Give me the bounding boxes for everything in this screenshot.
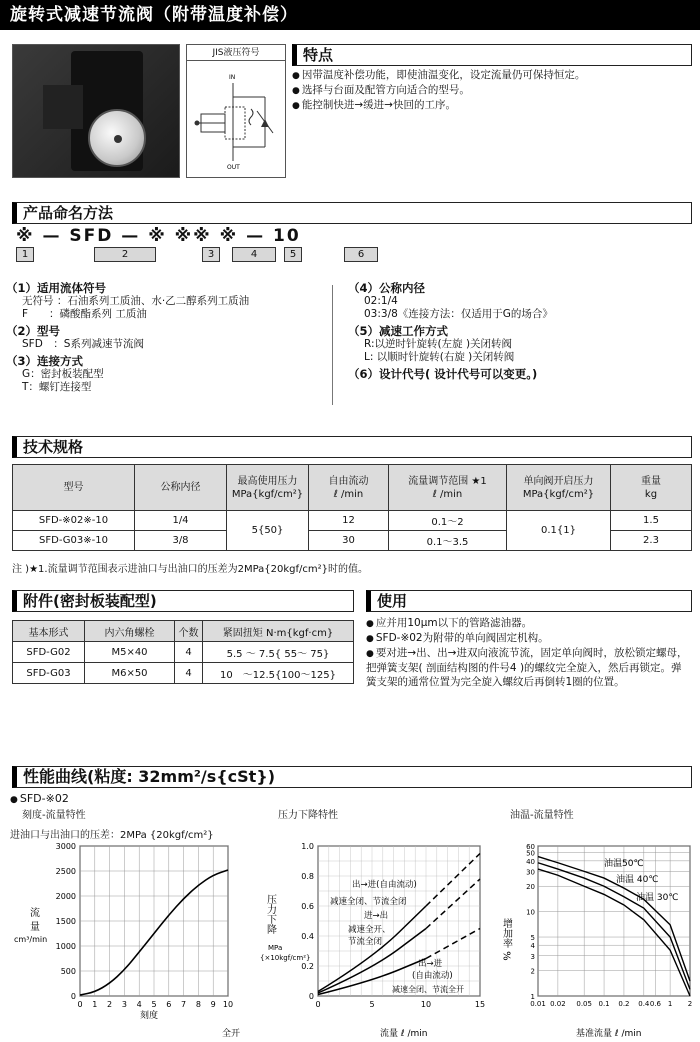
series-line [538, 869, 690, 996]
annotation: 节流全闭 [348, 937, 383, 947]
tick-label: 0.4 [301, 932, 314, 941]
series-line-extension [426, 929, 480, 959]
naming-line: L: 以顺时针旋转(右旋 )关闭转阀 [364, 351, 515, 363]
table-row: SFD-G02 M5×40 4 5.5 ～ 7.5{ 55～ 75} [13, 642, 354, 663]
code-box-5: 5 [284, 247, 302, 262]
series-label: 油温50℃ [604, 859, 644, 869]
usage-heading: 使用 [366, 590, 692, 612]
tick-label: 9 [210, 1000, 216, 1009]
naming-item-heading: （4）公称内径 [348, 281, 426, 295]
tick-label: 2 [687, 1000, 693, 1008]
cell-bore: 3/8 [135, 531, 227, 551]
series-label: 油温 40℃ [616, 875, 659, 885]
tick-label: 10 [420, 1000, 432, 1009]
port-in-label: IN [229, 74, 236, 81]
usage-list [366, 616, 692, 689]
model-code: ※ — SFD — ※ ※※ ※ — 10 [16, 226, 301, 246]
chart2-xlabel: 流量 ℓ /min [380, 1029, 428, 1039]
series-line-extension [426, 854, 480, 907]
tick-label: 30 [526, 868, 535, 877]
specs-note: 注 )★1.流量调节范围表示进油口与出油口的压差为2MPa{20kgf/cm²}时的值。 [12, 564, 369, 575]
tick-label: 3 [530, 952, 535, 961]
tick-label: 0.1 [598, 1000, 610, 1008]
chart1-xend: 全开 [222, 1029, 241, 1039]
naming-line: 无符号 ：石油系列工质油、水·乙二醇系列工质油 [22, 295, 250, 307]
chart2-ylabel: 压力下降 [264, 894, 276, 934]
tick-label: 3000 [55, 842, 76, 851]
cell-weight: 1.5 [611, 511, 692, 531]
chart3-title: 油温-流量特性 [510, 810, 574, 821]
tick-label: 60 [526, 843, 535, 851]
code-box-2: 2 [94, 247, 156, 262]
feature-item: ● 因带温度补偿功能，即使油温变化，设定流量仍可保持恒定。 [292, 69, 586, 81]
chart2-yunit: MPa [268, 944, 283, 952]
tick-label: 5 [530, 934, 535, 943]
tick-label: 0.2 [618, 1000, 630, 1008]
annotation: 出→进(自由流动) [352, 880, 417, 890]
col-crack: 单向阀开启压力 MPa{kgf/cm²} [507, 465, 611, 511]
cell-range: 0.1～2 [389, 511, 507, 531]
curves-heading: 性能曲线(粘度: 32mm²/s{cSt}) [12, 766, 692, 788]
hydraulic-symbol-icon [187, 61, 287, 179]
series-line [538, 863, 690, 990]
tick-label: 1000 [55, 942, 76, 951]
code-box-3: 3 [202, 247, 220, 262]
tick-label: 1 [92, 1000, 98, 1009]
accessory-heading: 附件(密封板装配型) [12, 590, 354, 612]
naming-left [6, 282, 326, 394]
code-box-1: 1 [16, 247, 34, 262]
port-out-label: OUT [227, 164, 240, 171]
col-weight: 重量 kg [611, 465, 692, 511]
annotation: 减速全闭、节流全开 [392, 985, 464, 994]
tick-label: 0.8 [301, 872, 314, 881]
specs-table [12, 464, 692, 551]
chart3-xlabel: 基准流量 ℓ /min [576, 1029, 642, 1039]
tick-label: 40 [526, 857, 535, 866]
tick-label: 2 [107, 1000, 113, 1009]
chart1-ylabel-3: cm³/min [14, 935, 48, 944]
col-flow: 自由流动 ℓ /min [309, 465, 389, 511]
naming-item-heading: （1）适用流体符号 [6, 281, 107, 295]
tick-label: 20 [526, 883, 535, 892]
col-bore: 公称内径 [135, 465, 227, 511]
col-qty: 个数 [175, 621, 203, 642]
naming-line: 02:1/4 [364, 295, 398, 307]
chart1-title: 刻度-流量特性 [22, 810, 86, 821]
tick-label: 0 [70, 992, 76, 1001]
tick-label: 7 [181, 1000, 187, 1009]
cell-model: SFD-G03※-10 [13, 531, 135, 551]
tick-label: 3 [121, 1000, 127, 1009]
col-range: 流量调节范围 ★1 ℓ /min [389, 465, 507, 511]
naming-line: T：螺钉连接型 [22, 381, 92, 393]
annotation: 减速全开、 [348, 925, 391, 935]
col-torque: 紧固扭矩 N·m{kgf·cm} [203, 621, 354, 642]
tick-label: 8 [195, 1000, 201, 1009]
tick-label: 0 [315, 1000, 321, 1009]
tick-label: 4 [530, 942, 535, 951]
tick-label: 10 [222, 1000, 234, 1009]
cell-bore: 1/4 [135, 511, 227, 531]
cell-model: SFD-※02※-10 [13, 511, 135, 531]
tick-label: 50 [526, 849, 535, 858]
series-label: 油温 30℃ [636, 893, 679, 903]
tick-label: 0.2 [301, 962, 314, 971]
table-row: SFD-G03 M6×50 4 10 ～12.5{100～125} [13, 663, 354, 684]
tick-label: 1.0 [301, 842, 314, 851]
naming-item-heading: （2）型号 [6, 324, 61, 338]
jis-label: JIS液压符号 [187, 45, 285, 61]
usage-item: ● 要对进→出、出→进双向液流节流，固定单向阀时，放松锁定螺母，把弹簧支架( 剖面结构图的件号4 )的螺纹完全旋入，然后再锁定。弹簧支架的通常位置为完全旋入螺纹后再倒转1圈的位置。 [366, 647, 688, 688]
tick-label: 5 [369, 1000, 375, 1009]
cell-flow: 30 [309, 531, 389, 551]
naming-line: F ：磷酸酯系列 工质油 [22, 308, 147, 320]
chart1-ylabel-2: 量 [30, 922, 40, 933]
cell-range: 0.1～3.5 [389, 531, 507, 551]
naming-heading: 产品命名方法 [12, 202, 692, 224]
naming-line: SFD ：S系列减速节流阀 [22, 338, 144, 350]
series-line [538, 857, 690, 982]
feature-item: ● 选择与台面及配管方向适合的型号。 [292, 84, 470, 96]
naming-divider [332, 285, 333, 405]
cell-weight: 2.3 [611, 531, 692, 551]
naming-line: G：密封板装配型 [22, 368, 104, 380]
chart2-title: 压力下降特性 [278, 810, 338, 821]
chart1-xlabel: 刻度 [140, 1011, 159, 1021]
feature-item: ● 能控制快进→缓进→快回的工序。 [292, 99, 456, 111]
naming-line: 03:3/8《连接方法：仅适用于G的场合》 [364, 308, 553, 320]
tick-label: 2500 [55, 867, 76, 876]
tick-label: 1 [667, 1000, 673, 1008]
tick-label: 0.02 [550, 1000, 566, 1008]
curves-model: ● SFD-※02 [10, 792, 69, 805]
tick-label: 0.01 [530, 1000, 546, 1008]
chart3-ylabel: 增加率 % [500, 918, 512, 961]
naming-line: R:以逆时针旋转(左旋 )关闭转阀 [364, 338, 513, 350]
tick-label: 0.05 [576, 1000, 592, 1008]
naming-item-heading: （6）设计代号( 设计代号可以变更。) [348, 367, 538, 381]
annotation: 出→进 [418, 959, 443, 969]
chart1-ylabel-1: 流 [30, 908, 40, 919]
chart-scale-flow [0, 838, 250, 1042]
tick-label: 6 [166, 1000, 172, 1009]
col-model: 型号 [13, 465, 135, 511]
annotation: (自由流动) [412, 971, 453, 981]
tick-label: 2000 [55, 892, 76, 901]
chart-pressure-drop [260, 838, 492, 1042]
naming-item-heading: （5）减速工作方式 [348, 324, 449, 338]
usage-item: ● SFD-※02为附带的单向阀固定机构。 [366, 632, 549, 644]
tick-label: 0.4 [638, 1000, 650, 1008]
tick-label: 500 [60, 967, 76, 976]
code-box-6: 6 [344, 247, 378, 262]
cell-pressure: 5{50} [227, 511, 309, 551]
usage-item: ● 应并用10μm以下的管路滤油器。 [366, 617, 533, 629]
specs-heading: 技术规格 [12, 436, 692, 458]
features-heading: 特点 [292, 44, 692, 66]
tick-label: 1500 [55, 917, 76, 926]
cell-crack: 0.1{1} [507, 511, 611, 551]
tick-label: 4 [136, 1000, 142, 1009]
tick-label: 0.6 [301, 902, 314, 911]
features-list [292, 68, 692, 113]
cell-flow: 12 [309, 511, 389, 531]
jis-symbol-box [186, 44, 286, 178]
col-pressure: 最高使用压力 MPa{kgf/cm²} [227, 465, 309, 511]
tick-label: 10 [526, 908, 535, 917]
page-title: 旋转式减速节流阀（附带温度补偿） [0, 0, 700, 30]
tick-label: 0.6 [649, 1000, 662, 1008]
col-bolt: 内六角螺栓 [85, 621, 175, 642]
code-box-4: 4 [232, 247, 276, 262]
tick-label: 1 [530, 993, 535, 1001]
annotation: 进→出 [364, 911, 389, 921]
chart1-subtitle: 进油口与出油口的压差：2MPa {20kgf/cm²} [10, 830, 214, 841]
accessory-table [12, 620, 354, 684]
tick-label: 15 [474, 1000, 486, 1009]
tick-label: 0 [308, 992, 314, 1001]
naming-item-heading: （3）连接方式 [6, 354, 84, 368]
table-row [13, 511, 692, 531]
tick-label: 5 [151, 1000, 157, 1009]
product-photo [12, 44, 180, 178]
tick-label: 2 [530, 967, 535, 976]
chart-oiltemp-flow [500, 838, 700, 1042]
tick-label: 0 [77, 1000, 83, 1009]
annotation: 减速全闭、节流全闭 [330, 897, 407, 907]
col-type: 基本形式 [13, 621, 85, 642]
naming-right [348, 282, 692, 381]
chart2-yunit2: {×10kgf/cm²} [260, 954, 311, 962]
